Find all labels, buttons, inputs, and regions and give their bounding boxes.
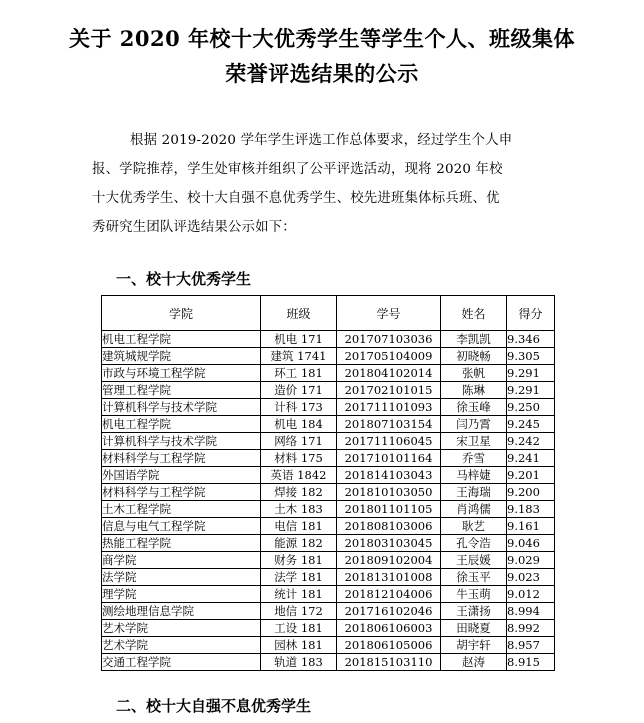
table-row — [102, 637, 555, 654]
name-cell: 陈琳 — [441, 382, 507, 399]
table-row — [102, 399, 555, 416]
name-cell: 初晓畅 — [441, 348, 507, 365]
score-cell: 8.957 — [507, 637, 555, 654]
college-cell: 计算机科学与技术学院 — [102, 399, 261, 416]
college-cell: 管理工程学院 — [102, 382, 261, 399]
student-id-cell: 201806106003 — [337, 620, 441, 637]
score-cell: 9.161 — [507, 518, 555, 535]
name-cell: 王辰媛 — [441, 552, 507, 569]
score-cell: 8.915 — [507, 654, 555, 671]
name-cell: 李凯凯 — [441, 331, 507, 348]
class-cell: 机电 184 — [261, 416, 337, 433]
header-name: 姓名 — [441, 296, 507, 331]
score-cell: 9.305 — [507, 348, 555, 365]
score-cell: 9.346 — [507, 331, 555, 348]
college-cell: 外国语学院 — [102, 467, 261, 484]
intro-line-4: 秀研究生团队评选结果公示如下： — [92, 220, 296, 235]
table-row — [102, 467, 555, 484]
student-id-cell: 201716102046 — [337, 603, 441, 620]
name-cell: 乔雪 — [441, 450, 507, 467]
table-row — [102, 331, 555, 348]
class-cell: 财务 181 — [261, 552, 337, 569]
table-row — [102, 348, 555, 365]
college-cell: 市政与环境工程学院 — [102, 365, 261, 382]
class-cell: 法学 181 — [261, 569, 337, 586]
class-cell: 网络 171 — [261, 433, 337, 450]
table-row — [102, 501, 555, 518]
name-cell: 赵涛 — [441, 654, 507, 671]
score-cell: 9.245 — [507, 416, 555, 433]
name-cell: 孔令浩 — [441, 535, 507, 552]
score-cell: 9.200 — [507, 484, 555, 501]
score-cell: 9.012 — [507, 586, 555, 603]
score-cell: 9.183 — [507, 501, 555, 518]
class-cell: 计科 173 — [261, 399, 337, 416]
college-cell: 材料科学与工程学院 — [102, 450, 261, 467]
student-id-cell: 201810103050 — [337, 484, 441, 501]
college-cell: 机电工程学院 — [102, 416, 261, 433]
name-cell: 牛玉萌 — [441, 586, 507, 603]
score-cell: 9.241 — [507, 450, 555, 467]
table-row — [102, 365, 555, 382]
student-id-cell: 201806105006 — [337, 637, 441, 654]
table-row — [102, 586, 555, 603]
student-id-cell: 201808103006 — [337, 518, 441, 535]
table-body — [102, 331, 555, 671]
student-id-cell: 201807103154 — [337, 416, 441, 433]
college-cell: 机电工程学院 — [102, 331, 261, 348]
class-cell: 工设 181 — [261, 620, 337, 637]
table-row — [102, 450, 555, 467]
header-score: 得分 — [507, 296, 555, 331]
table-row — [102, 535, 555, 552]
name-cell: 宋卫星 — [441, 433, 507, 450]
header-college: 学院 — [102, 296, 261, 331]
student-id-cell: 201801101105 — [337, 501, 441, 518]
class-cell: 能源 182 — [261, 535, 337, 552]
table-row — [102, 416, 555, 433]
score-cell: 8.994 — [507, 603, 555, 620]
student-id-cell: 201707103036 — [337, 331, 441, 348]
student-id-cell: 201711106045 — [337, 433, 441, 450]
score-cell: 9.291 — [507, 365, 555, 382]
name-cell: 田晓夏 — [441, 620, 507, 637]
name-cell: 胡宇轩 — [441, 637, 507, 654]
top-ten-students-table — [101, 295, 555, 671]
header-class: 班级 — [261, 296, 337, 331]
college-cell: 测绘地理信息学院 — [102, 603, 261, 620]
student-id-cell: 201812104006 — [337, 586, 441, 603]
college-cell: 商学院 — [102, 552, 261, 569]
college-cell: 计算机科学与技术学院 — [102, 433, 261, 450]
table-row — [102, 382, 555, 399]
intro-paragraph — [92, 126, 562, 242]
score-cell: 9.201 — [507, 467, 555, 484]
student-id-cell: 201804102014 — [337, 365, 441, 382]
score-cell: 9.029 — [507, 552, 555, 569]
college-cell: 材料科学与工程学院 — [102, 484, 261, 501]
intro-line-2: 报、学院推荐，学生处审核并组织了公平评选活动，现将 2020 年校 — [92, 162, 503, 177]
student-id-cell: 201809102004 — [337, 552, 441, 569]
college-cell: 艺术学院 — [102, 637, 261, 654]
class-cell: 焊接 182 — [261, 484, 337, 501]
class-cell: 机电 171 — [261, 331, 337, 348]
college-cell: 交通工程学院 — [102, 654, 261, 671]
student-id-cell: 201813101008 — [337, 569, 441, 586]
name-cell: 闫乃霄 — [441, 416, 507, 433]
name-cell: 肖鸿儒 — [441, 501, 507, 518]
class-cell: 环工 181 — [261, 365, 337, 382]
table-row — [102, 654, 555, 671]
class-cell: 土木 183 — [261, 501, 337, 518]
score-cell: 8.992 — [507, 620, 555, 637]
score-cell: 9.046 — [507, 535, 555, 552]
table-row — [102, 620, 555, 637]
class-cell: 英语 1842 — [261, 467, 337, 484]
student-id-cell: 201710101164 — [337, 450, 441, 467]
class-cell: 建筑 1741 — [261, 348, 337, 365]
student-id-cell: 201803103045 — [337, 535, 441, 552]
class-cell: 轨道 183 — [261, 654, 337, 671]
table-row — [102, 569, 555, 586]
class-cell: 材料 175 — [261, 450, 337, 467]
college-cell: 法学院 — [102, 569, 261, 586]
name-cell: 徐玉峰 — [441, 399, 507, 416]
class-cell: 造价 171 — [261, 382, 337, 399]
section-heading-2: 二、校十大自强不息优秀学生 — [116, 697, 312, 715]
college-cell: 土木工程学院 — [102, 501, 261, 518]
section-heading-1: 一、校十大优秀学生 — [116, 270, 252, 288]
name-cell: 耿艺 — [441, 518, 507, 535]
college-cell: 艺术学院 — [102, 620, 261, 637]
header-student-id: 学号 — [337, 296, 441, 331]
class-cell: 电信 181 — [261, 518, 337, 535]
score-cell: 9.023 — [507, 569, 555, 586]
student-id-cell: 201815103110 — [337, 654, 441, 671]
name-cell: 张帆 — [441, 365, 507, 382]
score-cell: 9.250 — [507, 399, 555, 416]
class-cell: 园林 181 — [261, 637, 337, 654]
score-cell: 9.242 — [507, 433, 555, 450]
score-cell: 9.291 — [507, 382, 555, 399]
table-row — [102, 484, 555, 501]
document-title-line-2: 荣誉评选结果的公示 — [225, 61, 419, 86]
intro-line-3: 十大优秀学生、校十大自强不息优秀学生、校先进班集体标兵班、优 — [92, 191, 500, 206]
table-row — [102, 433, 555, 450]
table-row — [102, 552, 555, 569]
student-id-cell: 201814103043 — [337, 467, 441, 484]
name-cell: 王海瑞 — [441, 484, 507, 501]
table-header-row — [102, 296, 555, 331]
name-cell: 王潇扬 — [441, 603, 507, 620]
student-id-cell: 201702101015 — [337, 382, 441, 399]
college-cell: 热能工程学院 — [102, 535, 261, 552]
class-cell: 地信 172 — [261, 603, 337, 620]
student-id-cell: 201705104009 — [337, 348, 441, 365]
name-cell: 徐玉平 — [441, 569, 507, 586]
class-cell: 统计 181 — [261, 586, 337, 603]
student-id-cell: 201711101093 — [337, 399, 441, 416]
name-cell: 马梓婕 — [441, 467, 507, 484]
document-title-line-1: 关于 2020 年校十大优秀学生等学生个人、班级集体 — [68, 26, 576, 51]
intro-line-1: 根据 2019-2020 学年学生评选工作总体要求，经过学生个人申 — [130, 133, 513, 148]
college-cell: 理学院 — [102, 586, 261, 603]
college-cell: 建筑城规学院 — [102, 348, 261, 365]
table-row — [102, 518, 555, 535]
table-row — [102, 603, 555, 620]
college-cell: 信息与电气工程学院 — [102, 518, 261, 535]
